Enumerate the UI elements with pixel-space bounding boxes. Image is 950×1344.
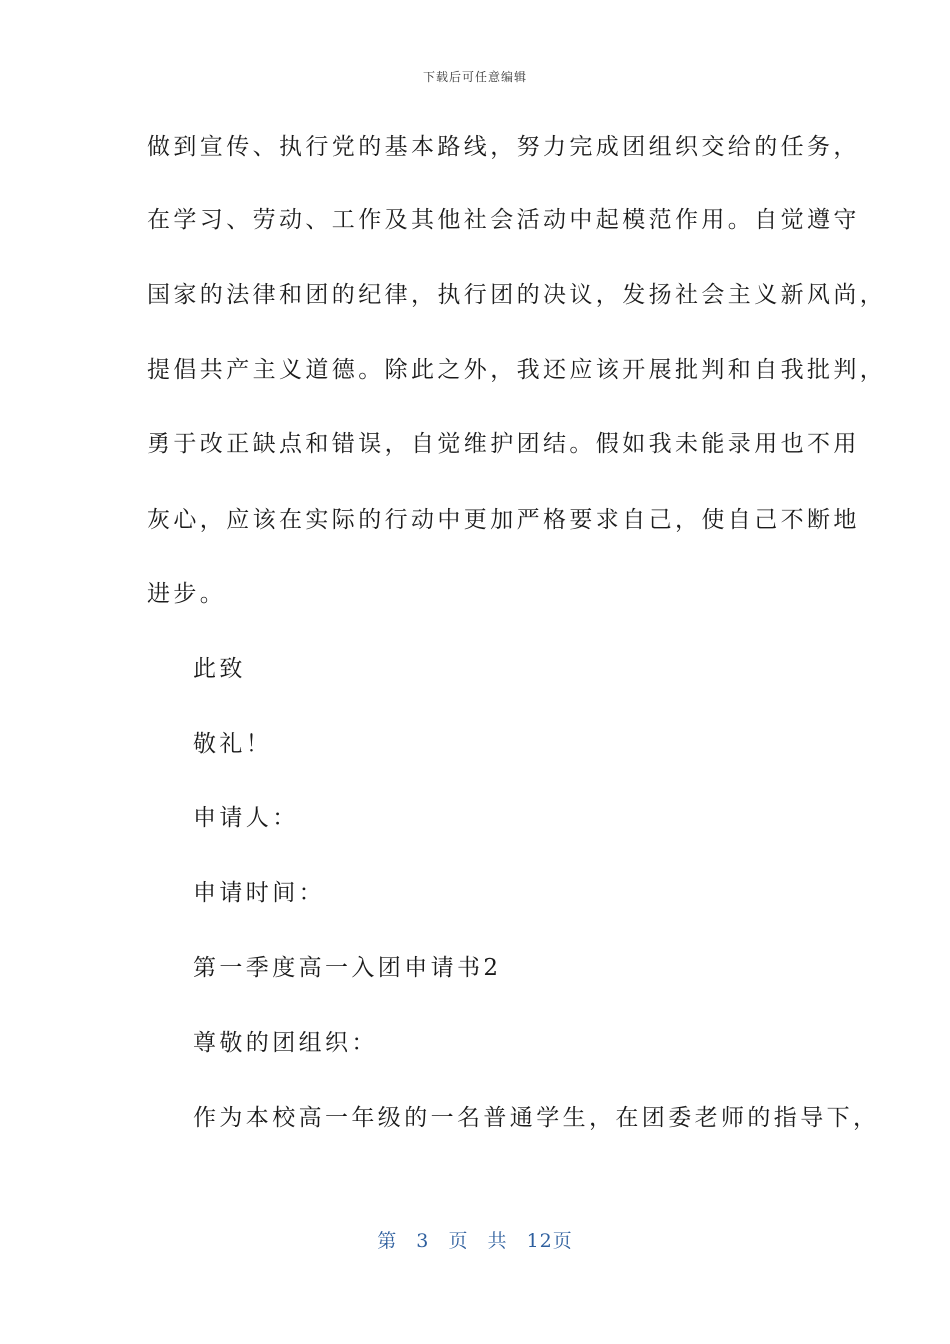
paragraph-line: 国家的法律和团的纪律，执行团的决议，发扬社会主义新风尚， [147, 282, 887, 308]
applicant-label: 申请人： [193, 805, 299, 831]
salute-text: 敬礼！ [193, 731, 273, 757]
paragraph-line: 勇于改正缺点和错误，自觉维护团结。假如我未能录用也不用 [147, 431, 860, 457]
page-footer [0, 1226, 950, 1253]
paragraph-line: 做到宣传、执行党的基本路线，努力完成团组织交给的任务， [147, 134, 860, 160]
footer-word-di: 第 [377, 1230, 398, 1252]
header-note: 下载后可任意编辑 [422, 70, 527, 84]
paragraph-line: 作为本校高一年级的一名普通学生，在团委老师的指导下， [193, 1105, 880, 1131]
paragraph-line: 进步。 [147, 581, 227, 607]
page-total: 12页 [526, 1230, 573, 1252]
paragraph-line: 灰心，应该在实际的行动中更加严格要求自己，使自己不断地 [147, 507, 860, 533]
paragraph-line: 在学习、劳动、工作及其他社会活动中起模范作用。自觉遵守 [147, 207, 860, 233]
footer-word-ye: 页 [448, 1230, 469, 1252]
page-current: 3 [416, 1230, 430, 1252]
date-label: 申请时间： [193, 880, 325, 906]
section-title: 第一季度高一入团申请书2 [193, 955, 502, 981]
paragraph-line: 提倡共产主义道德。除此之外，我还应该开展批判和自我批判， [147, 357, 887, 383]
closing-text: 此致 [193, 656, 246, 682]
footer-word-gong: 共 [487, 1230, 508, 1252]
greeting-text: 尊敬的团组织： [193, 1030, 378, 1056]
